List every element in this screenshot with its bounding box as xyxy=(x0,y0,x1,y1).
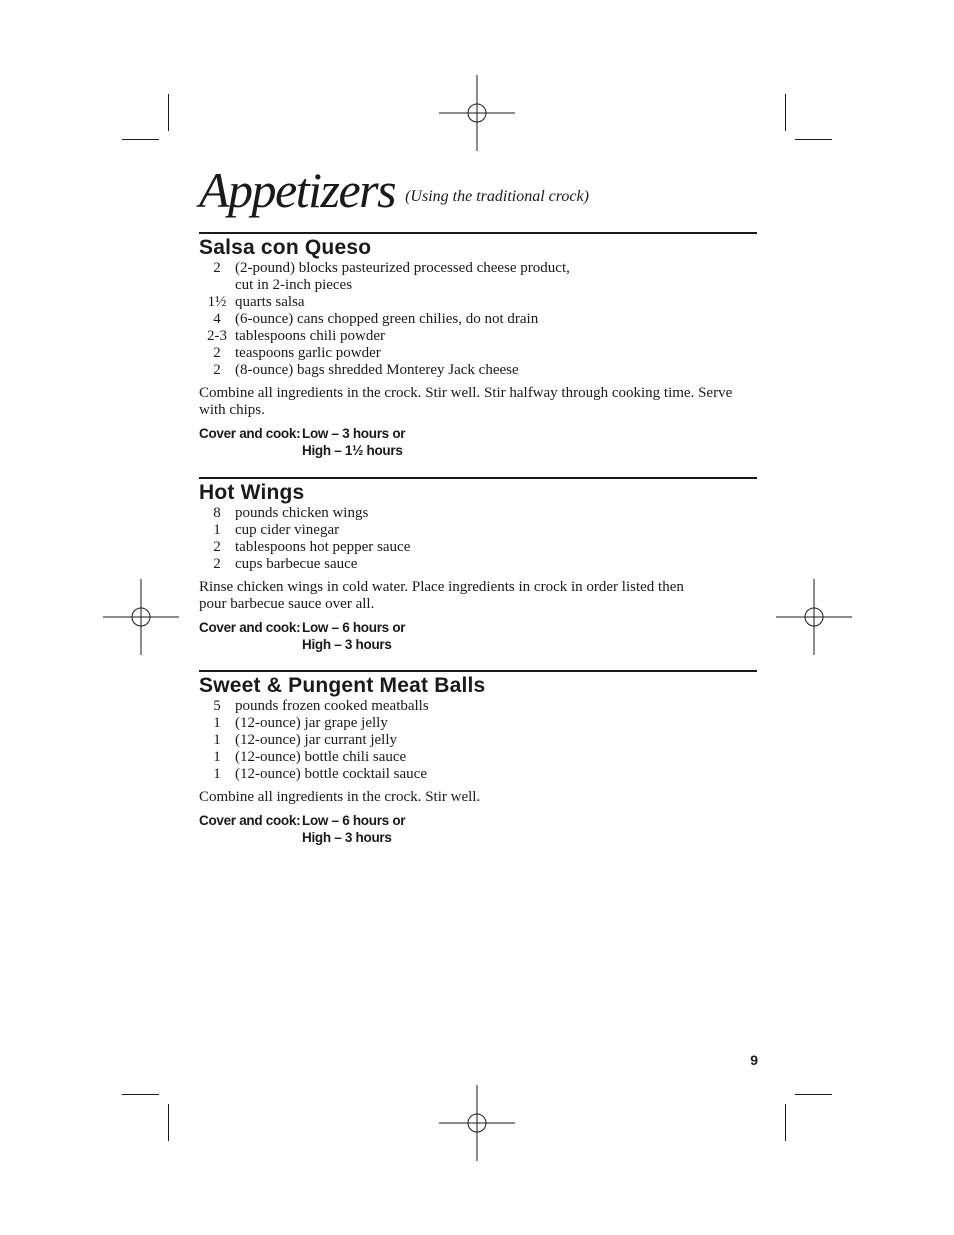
recipe-directions: Combine all ingredients in the crock. Stir well. Stir halfway through cooking time. Serve with chips. xyxy=(199,385,733,418)
ingredient-text: (2-pound) blocks pasteurized processed cheese product, xyxy=(235,260,570,276)
section-divider xyxy=(199,670,757,672)
crop-mark xyxy=(785,1104,786,1141)
ingredient-text: teaspoons garlic powder xyxy=(235,345,381,361)
ingredient-qty: 2-3 xyxy=(207,328,227,344)
crop-mark xyxy=(168,1104,169,1141)
section-divider xyxy=(199,477,757,479)
ingredient-item xyxy=(199,260,757,277)
page-subtitle: (Using the traditional crock) xyxy=(405,188,589,205)
ingredient-text: cup cider vinegar xyxy=(235,522,340,538)
cook-low: Low – 6 hours or xyxy=(302,620,406,635)
recipe-title: Sweet & Pungent Meat Balls xyxy=(199,674,486,697)
cook-high: High – 3 hours xyxy=(302,830,392,845)
ingredient-list xyxy=(199,698,757,783)
ingredient-qty: 1 xyxy=(213,732,221,748)
ingredient-qty xyxy=(199,277,235,294)
ingredient-text: tablespoons hot pepper sauce xyxy=(235,539,411,555)
recipe-hot-wings xyxy=(199,477,757,653)
ingredient-qty: 1 xyxy=(213,766,221,782)
recipe-sweet-pungent-meat-balls xyxy=(199,670,757,846)
registration-mark-icon xyxy=(439,75,515,151)
ingredient-qty: 4 xyxy=(213,311,221,327)
cook-high: High – 3 hours xyxy=(302,637,392,652)
cook-low: Low – 3 hours or xyxy=(302,426,406,441)
ingredient-text: (12-ounce) jar currant jelly xyxy=(235,732,398,748)
ingredient-item xyxy=(199,345,757,362)
cook-high: High – 1½ hours xyxy=(302,443,403,458)
ingredient-text: (12-ounce) bottle cocktail sauce xyxy=(235,766,427,782)
crop-mark xyxy=(795,139,832,140)
ingredient-text: quarts salsa xyxy=(235,294,305,310)
ingredient-item xyxy=(199,556,757,573)
crop-mark xyxy=(122,1094,159,1095)
page-number: 9 xyxy=(750,1052,758,1068)
ingredient-text: (6-ounce) cans chopped green chilies, do not drain xyxy=(235,311,539,327)
recipe-title: Salsa con Queso xyxy=(199,236,372,259)
ingredient-item xyxy=(199,277,757,294)
ingredient-item xyxy=(199,698,757,715)
ingredient-qty: 2 xyxy=(213,539,221,555)
ingredient-item xyxy=(199,749,757,766)
ingredient-list xyxy=(199,505,757,573)
ingredient-text: pounds chicken wings xyxy=(235,505,369,521)
ingredient-text: pounds frozen cooked meatballs xyxy=(235,698,429,714)
crop-mark xyxy=(795,1094,832,1095)
ingredient-text: tablespoons chili powder xyxy=(235,328,385,344)
ingredient-qty: 1½ xyxy=(207,294,227,310)
ingredient-item xyxy=(199,766,757,783)
ingredient-item xyxy=(199,311,757,328)
ingredient-qty: 1 xyxy=(213,749,221,765)
ingredient-text: (12-ounce) jar grape jelly xyxy=(235,715,388,731)
ingredient-item xyxy=(199,732,757,749)
ingredient-item xyxy=(199,362,757,379)
cook-label: Cover and cook: xyxy=(199,426,301,441)
recipe-salsa-con-queso xyxy=(199,232,757,459)
registration-mark-icon xyxy=(439,1085,515,1161)
ingredient-item xyxy=(199,715,757,732)
registration-mark-icon xyxy=(103,579,179,655)
recipe-directions: Combine all ingredients in the crock. Stir well. xyxy=(199,789,481,805)
cook-label: Cover and cook: xyxy=(199,813,301,828)
page-title: Appetizers xyxy=(199,162,396,218)
ingredient-item xyxy=(199,539,757,556)
ingredient-qty: 5 xyxy=(213,698,221,714)
ingredient-qty: 2 xyxy=(213,345,221,361)
ingredient-text: cut in 2-inch pieces xyxy=(235,277,353,293)
cook-instructions xyxy=(199,425,757,459)
ingredient-qty: 2 xyxy=(213,556,221,572)
ingredient-item xyxy=(199,505,757,522)
ingredient-qty: 1 xyxy=(213,522,221,538)
ingredient-text: cups barbecue sauce xyxy=(235,556,358,572)
ingredient-qty: 1 xyxy=(213,715,221,731)
ingredient-qty: 2 xyxy=(213,260,221,276)
ingredient-text: (8-ounce) bags shredded Monterey Jack cheese xyxy=(235,362,519,378)
recipe-title: Hot Wings xyxy=(199,481,305,504)
cook-instructions xyxy=(199,812,757,846)
ingredient-item xyxy=(199,522,757,539)
ingredient-text: (12-ounce) bottle chili sauce xyxy=(235,749,407,765)
page-header xyxy=(199,160,757,220)
cook-low: Low – 6 hours or xyxy=(302,813,406,828)
ingredient-qty: 2 xyxy=(213,362,221,378)
ingredient-qty: 8 xyxy=(213,505,221,521)
ingredient-list xyxy=(199,260,757,379)
ingredient-item xyxy=(199,294,757,311)
registration-mark-icon xyxy=(776,579,852,655)
crop-mark xyxy=(122,139,159,140)
cook-label: Cover and cook: xyxy=(199,620,301,635)
crop-mark xyxy=(168,94,169,131)
cook-instructions xyxy=(199,619,757,653)
crop-mark xyxy=(785,94,786,131)
ingredient-item xyxy=(199,328,757,345)
recipe-directions: Rinse chicken wings in cold water. Place ingredients in crock in order listed then pour barbecue sauce over all. xyxy=(199,579,684,612)
section-divider xyxy=(199,232,757,234)
